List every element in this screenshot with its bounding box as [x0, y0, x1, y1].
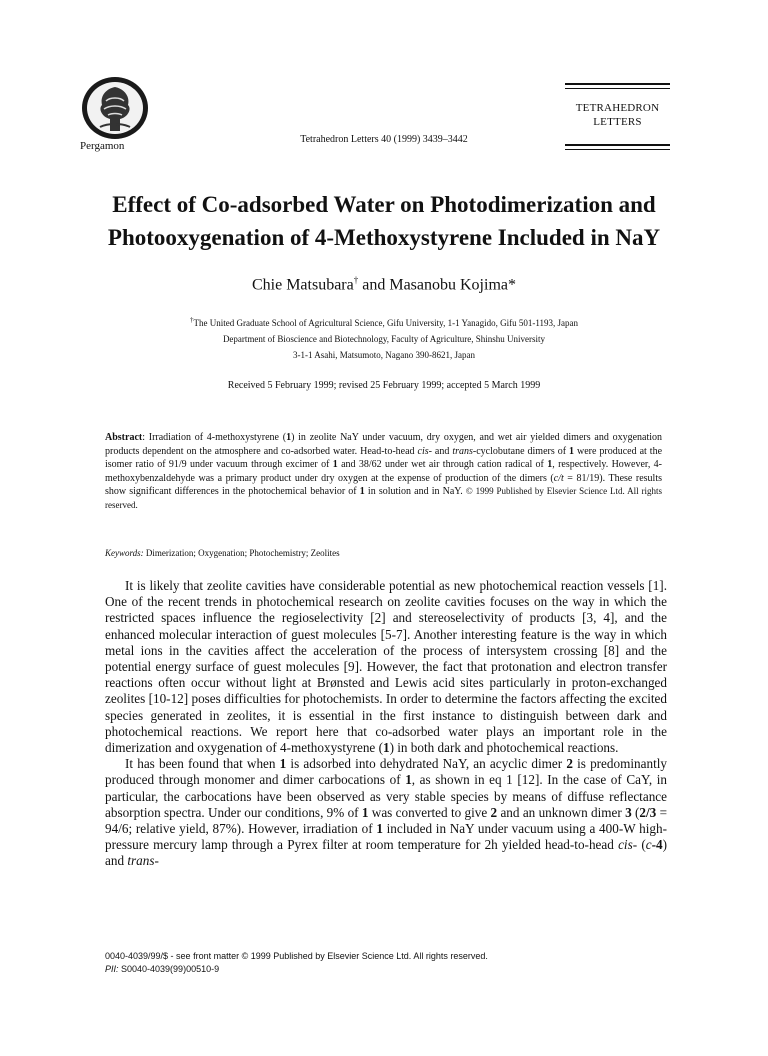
keywords-label: Keywords:	[105, 548, 144, 558]
paragraph	[105, 578, 667, 756]
divider	[565, 83, 670, 85]
abstract-text: and 38/62 under wet air through cation radical of	[337, 459, 548, 470]
abstract-italic: cis	[417, 445, 429, 457]
received-dates: Received 5 February 1999; revised 25 February 1999; accepted 5 March 1999	[227, 380, 541, 391]
paragraph-italic: trans-	[127, 853, 159, 869]
abstract-text: were produced at the isomer ratio of 91/9 under vacuum through excimer of	[105, 445, 663, 470]
author-list	[0, 275, 768, 294]
paragraph-text: was converted to give	[368, 804, 491, 820]
abstract-italic: c/t	[553, 472, 564, 484]
compound-number: 1	[547, 459, 553, 470]
paragraph-text: It has been found that when	[125, 756, 280, 772]
paragraph-italic: c	[645, 837, 652, 853]
abstract-italic: trans	[452, 445, 473, 457]
footer-pii	[105, 963, 488, 976]
paragraph-text: , as shown in eq 1 [12]. In the case of CaY, in particular, the carbocations have been observed as very stable species by means of diffuse reflectance absorption spectra. Under our conditions, 9% of	[105, 772, 667, 820]
compound-number: 1	[405, 772, 412, 788]
divider	[565, 88, 670, 89]
paragraph-text: (	[631, 804, 640, 820]
paragraph-text: (	[637, 837, 646, 853]
paragraph-text: ) in both dark and photochemical reactions.	[389, 740, 619, 756]
abstract	[105, 431, 662, 512]
abstract-copyright: © 1999 Published by Elsevier Science Ltd. All rights reserved.	[105, 486, 662, 510]
divider	[565, 149, 670, 150]
compound-number: 2	[566, 756, 573, 772]
keywords-text: Dimerization; Oxygenation; Photochemistry; Zeolites	[143, 548, 340, 558]
author-name: Chie Matsubara	[251, 276, 354, 294]
affiliation-mark: †	[190, 316, 194, 324]
footer-copyright: 0040-4039/99/$ - see front matter © 1999 Published by Elsevier Science Ltd. All rights reserved.	[105, 951, 488, 961]
footer	[105, 950, 488, 976]
affiliation-line	[0, 312, 768, 331]
divider	[565, 144, 670, 146]
compound-number: 1	[279, 756, 287, 772]
paragraph	[105, 756, 667, 869]
abstract-text: , respectively. However, 4-methoxybenzaldehyde was a primary product under dry oxygen at the expense of production of the dimers (	[105, 459, 662, 484]
paragraph-text: and an unknown dimer	[497, 804, 626, 820]
pii-label: PII:	[105, 964, 119, 974]
abstract-text: - and	[428, 445, 453, 457]
affiliation-line: 3-1-1 Asahi, Matsumoto, Nagano 390-8621, Japan	[293, 350, 475, 360]
author-name: Masanobu Kojima*	[389, 276, 516, 294]
body-text	[105, 578, 667, 870]
pii-value: S0040-4039(99)00510-9	[118, 964, 220, 974]
paragraph-text: included in NaY under vacuum using a 400-W high-pressure mercury lamp through a Pyrex filter at room temperature for 2h yielded head-to-head	[105, 821, 667, 853]
affiliation-text: The United Graduate School of Agricultural Science, Gifu University, 1-1 Yanagido, Gifu 501-1193, Japan	[193, 318, 578, 328]
compound-number: -4	[651, 837, 663, 853]
paper-title-line: Effect of Co-adsorbed Water on Photodimerization and	[112, 192, 656, 217]
author-separator: and	[358, 276, 390, 294]
compound-number: 1	[569, 445, 575, 457]
abstract-label: Abstract	[105, 432, 143, 443]
compound-number: 1	[359, 486, 365, 497]
abstract-text: = 81/19). These results show significant differences in the photochemical behavior of	[105, 472, 662, 497]
abstract-text: -cyclobutane dimers of	[472, 445, 570, 457]
elsevier-tree-logo-icon	[80, 75, 150, 141]
compound-number: 1	[286, 432, 292, 443]
paragraph-text: ) and	[105, 837, 667, 869]
paragraph-text: It is likely that zeolite cavities have considerable potential as new photochemical reaction vessels [1]. One of the recent trends in photochemical research on zeolite cavities focuses on the way in which the restricted spaces influence the regioselectivity [2] and stereoselectivity of products [3, 4], and the enhanced molecular interaction of guest molecules [5-7]. Another interesting feature is the way in which metal ions in the cavities affect the acceleration of the process of intersystem crossing [8] and the potential energy surface of guest molecules [9]. However, the fact that protonation and electron transfer reactions often occur without light at Brønsted and Lewis acid sites particularly in proton-exchanged zeolites [10-12] poses difficulties for photochemists. In order to determine the factors affecting the excited species generated in zeolites, it is essential in the first instance to distinguish between dark and photochemical reactions. We report here that co-adsorbed water plays an important role in the dimerization and oxygenation of 4-methoxystyrene (	[105, 578, 667, 756]
abstract-text: : Irradiation of 4-methoxystyrene (	[142, 432, 287, 443]
journal-title	[565, 101, 670, 129]
paragraph-text: is adsorbed into dehydrated NaY, an acyclic dimer	[286, 756, 567, 772]
paper-title	[0, 188, 768, 254]
publisher-logo	[80, 75, 150, 141]
journal-title-line: TETRAHEDRON	[575, 102, 660, 114]
compound-number: 3	[625, 804, 632, 820]
paragraph-text: = 94/6; relative yield, 87%). However, irradiation of	[105, 804, 668, 837]
abstract-text: in solution and in NaY.	[364, 486, 466, 497]
journal-masthead	[565, 80, 670, 153]
abstract-text: ) in zeolite NaY under vacuum, dry oxygen, and wet air yielded dimers and oxygenation products dependent on the atmosphere and co-adsorbed water. Head-to-head	[105, 432, 662, 457]
compound-number: 1	[361, 804, 369, 820]
publisher-name: Pergamon	[80, 140, 125, 152]
compound-number: 1	[382, 740, 390, 756]
affiliations	[0, 312, 768, 363]
journal-citation: Tetrahedron Letters 40 (1999) 3439–3442	[300, 134, 468, 145]
keywords	[105, 548, 662, 558]
affiliation-mark: †	[353, 275, 359, 285]
paragraph-italic: cis-	[618, 837, 638, 853]
compound-number: 2/3	[639, 804, 657, 820]
affiliation-line: Department of Bioscience and Biotechnology, Faculty of Agriculture, Shinshu University	[222, 334, 546, 344]
compound-number: 2	[490, 804, 498, 820]
journal-title-line: LETTERS	[593, 116, 642, 128]
paragraph-text: is predominantly produced through monomer and dimer carbocations of	[105, 756, 667, 788]
compound-number: 1	[376, 821, 383, 837]
paper-title-line: Photooxygenation of 4-Methoxystyrene Included in NaY	[107, 225, 661, 250]
compound-number: 1	[332, 459, 338, 470]
